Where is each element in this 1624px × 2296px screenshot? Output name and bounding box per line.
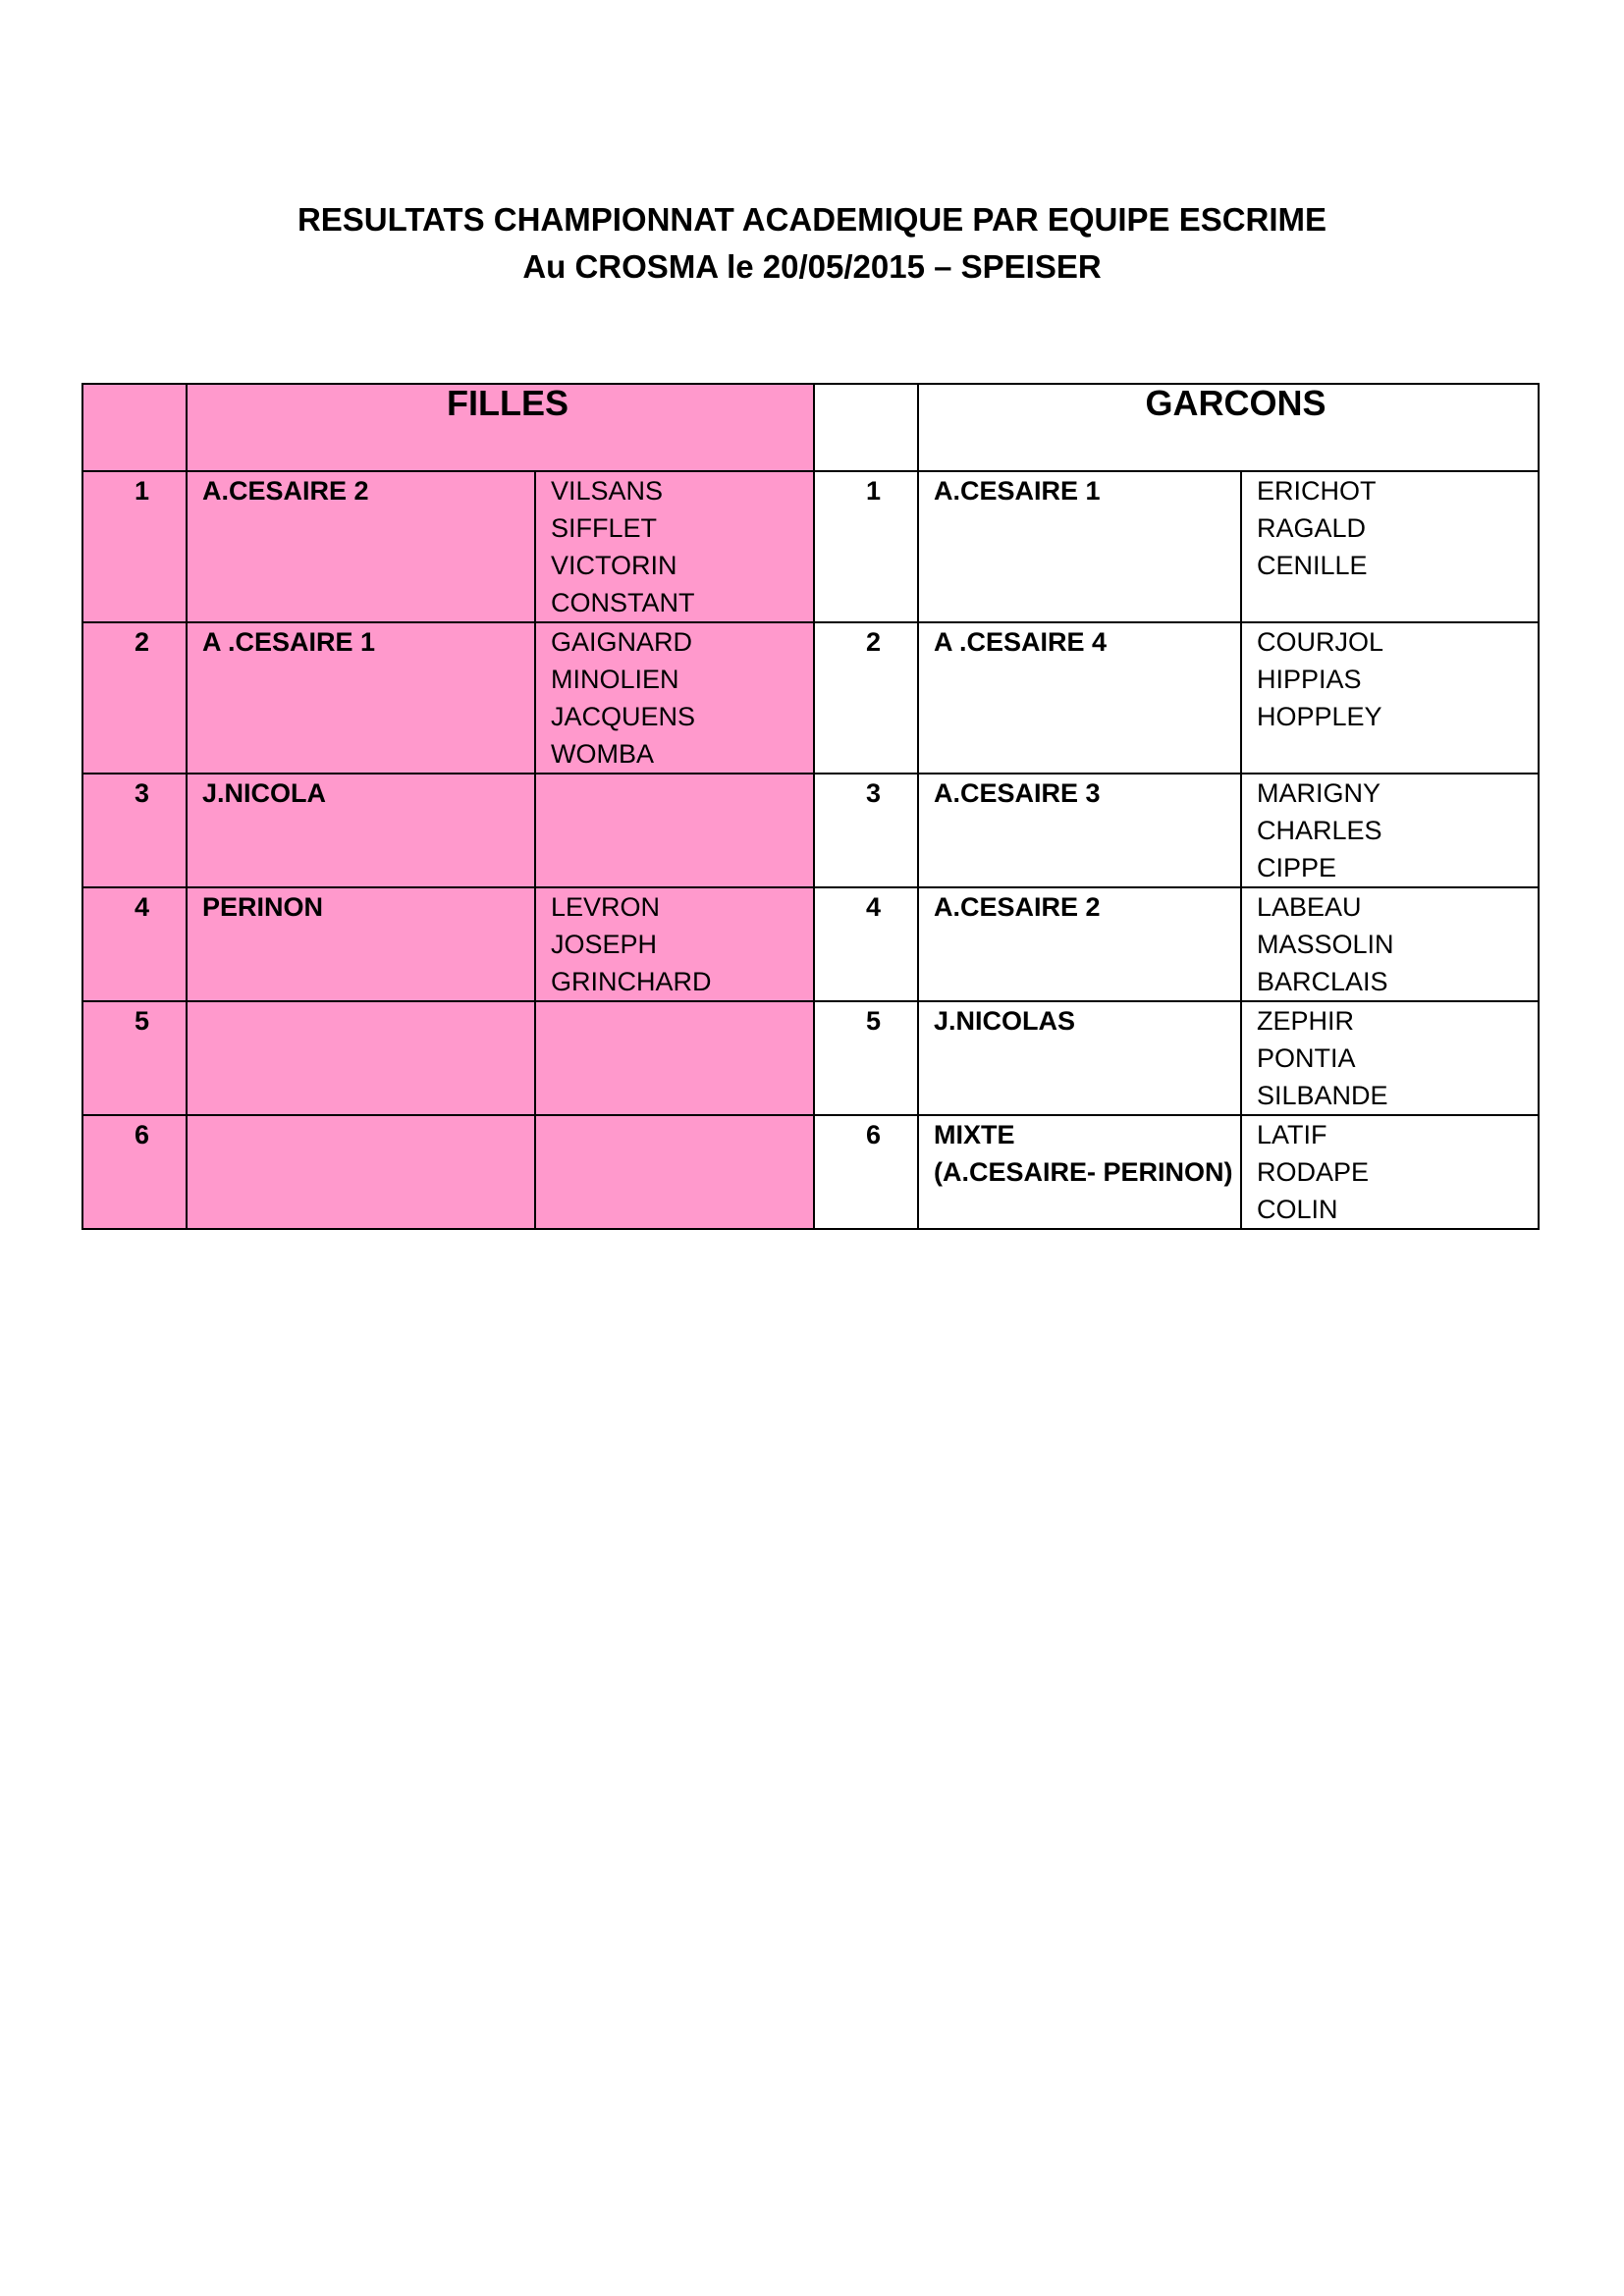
member-name: SIFFLET	[551, 513, 658, 543]
garcons-team: J.NICOLAS	[918, 1001, 1241, 1115]
filles-rank: 1	[82, 471, 187, 622]
member-name: BARCLAIS	[1257, 967, 1388, 996]
member-name: CONSTANT	[551, 588, 695, 617]
member-name: CENILLE	[1257, 551, 1368, 580]
member-name: COLIN	[1257, 1195, 1338, 1224]
member-name: ERICHOT	[1257, 476, 1377, 506]
filles-rank: 4	[82, 887, 187, 1001]
filles-rank: 6	[82, 1115, 187, 1229]
member-name: LABEAU	[1257, 892, 1362, 922]
filles-team: A .CESAIRE 1	[187, 622, 535, 774]
filles-members	[535, 471, 814, 622]
title-line-2: Au CROSMA le 20/05/2015 – SPEISER	[522, 248, 1102, 285]
filles-members	[535, 622, 814, 774]
team-name-line: (A.CESAIRE- PERINON)	[934, 1157, 1233, 1187]
results-table	[81, 383, 1540, 1230]
filles-rank: 5	[82, 1001, 187, 1115]
table-row	[82, 774, 1539, 887]
filles-members	[535, 887, 814, 1001]
garcons-header: GARCONS	[918, 384, 1539, 471]
member-name: COURJOL	[1257, 627, 1384, 657]
member-name: MARIGNY	[1257, 778, 1381, 808]
member-name: RODAPE	[1257, 1157, 1370, 1187]
garcons-rank: 4	[814, 887, 918, 1001]
garcons-rank: 6	[814, 1115, 918, 1229]
garcons-team: A.CESAIRE 2	[918, 887, 1241, 1001]
garcons-members	[1241, 774, 1539, 887]
member-name: VILSANS	[551, 476, 664, 506]
table-row	[82, 887, 1539, 1001]
member-name: VICTORIN	[551, 551, 677, 580]
garcons-rank: 1	[814, 471, 918, 622]
filles-members	[535, 774, 814, 887]
filles-team: J.NICOLA	[187, 774, 535, 887]
header-row	[82, 384, 1539, 471]
member-name: HOPPLEY	[1257, 702, 1382, 731]
filles-members	[535, 1001, 814, 1115]
garcons-rank-header	[814, 384, 918, 471]
garcons-team	[918, 1115, 1241, 1229]
document-title	[0, 196, 1624, 291]
garcons-team: A.CESAIRE 3	[918, 774, 1241, 887]
garcons-rank: 5	[814, 1001, 918, 1115]
member-name: LATIF	[1257, 1120, 1327, 1149]
garcons-team: A.CESAIRE 1	[918, 471, 1241, 622]
member-name: HIPPIAS	[1257, 665, 1362, 694]
member-name: WOMBA	[551, 739, 654, 769]
member-name: CHARLES	[1257, 816, 1382, 845]
title-line-1: RESULTATS CHAMPIONNAT ACADEMIQUE PAR EQUIPE ESCRIME	[297, 201, 1327, 238]
member-name: JOSEPH	[551, 930, 658, 959]
member-name: PONTIA	[1257, 1043, 1356, 1073]
member-name: LEVRON	[551, 892, 661, 922]
filles-team: PERINON	[187, 887, 535, 1001]
filles-rank: 3	[82, 774, 187, 887]
member-name: GRINCHARD	[551, 967, 712, 996]
garcons-team: A .CESAIRE 4	[918, 622, 1241, 774]
member-name: RAGALD	[1257, 513, 1367, 543]
filles-header: FILLES	[187, 384, 814, 471]
team-name-line: MIXTE	[934, 1120, 1015, 1149]
table-row	[82, 622, 1539, 774]
filles-rank: 2	[82, 622, 187, 774]
garcons-members	[1241, 887, 1539, 1001]
filles-team	[187, 1115, 535, 1229]
member-name: MASSOLIN	[1257, 930, 1394, 959]
member-name: JACQUENS	[551, 702, 696, 731]
member-name: MINOLIEN	[551, 665, 679, 694]
filles-team: A.CESAIRE 2	[187, 471, 535, 622]
table-row	[82, 1001, 1539, 1115]
filles-rank-header	[82, 384, 187, 471]
garcons-members	[1241, 1001, 1539, 1115]
garcons-members	[1241, 1115, 1539, 1229]
member-name: GAIGNARD	[551, 627, 693, 657]
garcons-members	[1241, 471, 1539, 622]
table-row	[82, 1115, 1539, 1229]
table-row	[82, 471, 1539, 622]
filles-members	[535, 1115, 814, 1229]
member-name: SILBANDE	[1257, 1081, 1388, 1110]
member-name: CIPPE	[1257, 853, 1337, 882]
garcons-members	[1241, 622, 1539, 774]
member-name: ZEPHIR	[1257, 1006, 1355, 1036]
garcons-rank: 2	[814, 622, 918, 774]
filles-team	[187, 1001, 535, 1115]
garcons-rank: 3	[814, 774, 918, 887]
